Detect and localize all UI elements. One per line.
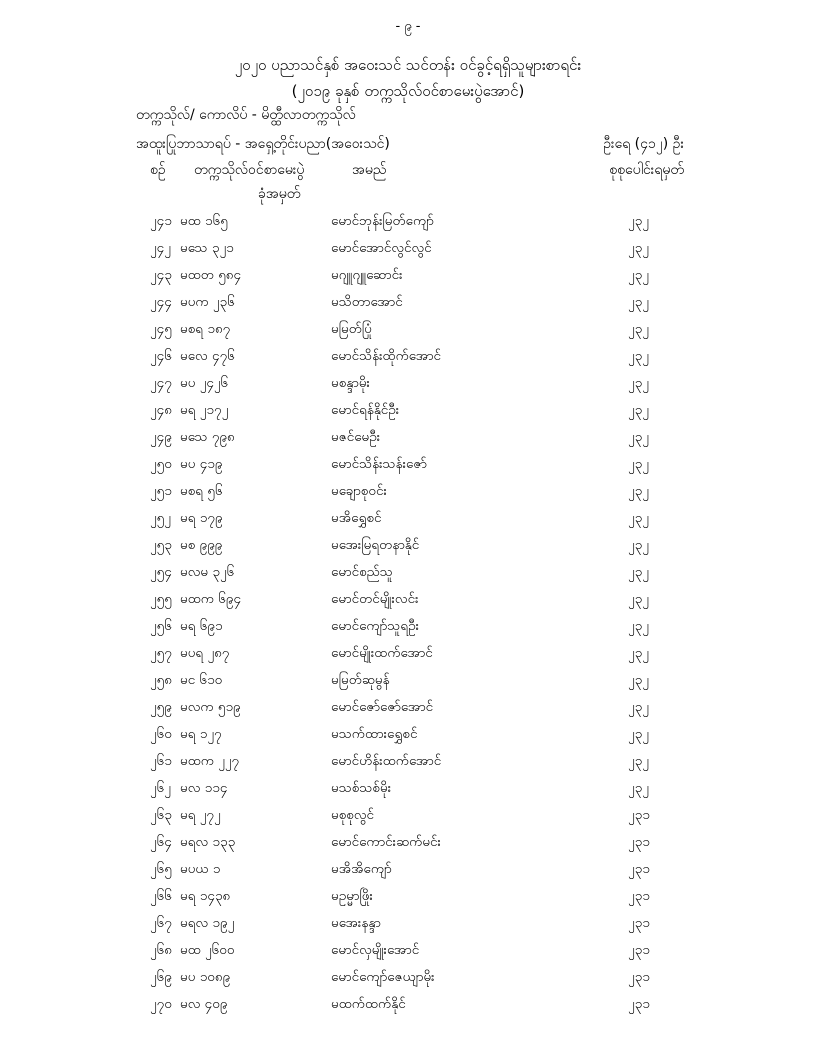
- row-name: မောင်ဟိန်းထက်အောင်: [331, 753, 442, 769]
- table-row: [0, 644, 816, 671]
- row-roll-number: မထ ၂၆၀၀: [180, 942, 235, 958]
- row-total-marks: ၂၃၂: [628, 348, 649, 364]
- row-seq: ၂၆၉: [150, 969, 172, 985]
- row-roll-number: မရ ၁၂၇: [180, 726, 222, 742]
- row-seq: ၂၅၇: [150, 645, 172, 661]
- row-name: မဂျူဂျူဆောင်း: [331, 267, 403, 283]
- row-roll-number: မစရ ၅၆: [180, 483, 223, 499]
- row-seq: ၂၄၅: [150, 321, 172, 337]
- row-name: မမြတ်ဆုမွန်: [331, 672, 390, 688]
- row-name: မောင်ဘုန်းမြတ်ကျော်: [331, 213, 434, 229]
- table-row: [0, 239, 816, 266]
- row-total-marks: ၂၃၁: [628, 861, 650, 877]
- row-seq: ၂၅၀: [150, 456, 172, 472]
- row-roll-number: မလမ ၃၂၆: [180, 564, 235, 580]
- row-seq: ၂၄၉: [150, 429, 172, 445]
- row-name: မချောစုဝင်း: [331, 483, 387, 499]
- row-roll-number: မပရ ၂၈၇: [180, 645, 230, 661]
- table-row: [0, 401, 816, 428]
- row-name: မသစ်သစ်မိုး: [331, 780, 392, 796]
- row-name: မောင်ကျော်သူရဦး: [331, 618, 420, 634]
- row-name: မအေးမြရတနာနိုင်: [331, 537, 420, 553]
- row-total-marks: ၂၃၂: [628, 294, 649, 310]
- table-row: [0, 509, 816, 536]
- table-row: [0, 590, 816, 617]
- row-seq: ၂၆၂: [150, 780, 171, 796]
- row-seq: ၂၆၇: [150, 915, 172, 931]
- row-total-marks: ၂၃၁: [628, 834, 650, 850]
- row-seq: ၂၆၅: [150, 861, 172, 877]
- row-name: မထက်ထက်နိုင်: [331, 996, 406, 1012]
- row-total-marks: ၂၃၂: [628, 618, 649, 634]
- row-total-marks: ၂၃၁: [628, 996, 650, 1012]
- header-total-marks: စုစုပေါင်းရမှတ်: [609, 162, 684, 178]
- header-seq: စဉ်: [150, 162, 166, 178]
- results-table: [0, 212, 816, 1022]
- document-title: ၂၀၂၀ ပညာသင်နှစ် အဝေးသင် သင်တန်း ဝင်ခွင့်ရရှိသူများစာရင်း: [234, 56, 582, 74]
- row-name: မဇင်မေဦး: [331, 429, 381, 445]
- table-row: [0, 671, 816, 698]
- row-name: မစုစုလွင်: [331, 807, 375, 823]
- table-row: [0, 320, 816, 347]
- table-row: [0, 833, 816, 860]
- row-seq: ၂၆၃: [150, 807, 172, 823]
- row-total-marks: ၂၃၂: [628, 213, 649, 229]
- table-row: [0, 698, 816, 725]
- row-name: မောင်ကျော်ဇေယျာမိုး: [331, 969, 435, 985]
- row-roll-number: မရလ ၁၃၃: [180, 834, 236, 850]
- row-name: မောင်သိန်းသန်းဇော်: [331, 456, 427, 472]
- table-row: [0, 455, 816, 482]
- row-name: မောင်တင်မျိုးလင်း: [331, 591, 419, 607]
- row-roll-number: မရ ၁၇၉: [180, 510, 223, 526]
- row-roll-number: မစရ ၁၈၇: [180, 321, 231, 337]
- table-row: [0, 293, 816, 320]
- row-seq: ၂၄၄: [150, 294, 172, 310]
- row-roll-number: မထက ၂၂၇: [180, 753, 240, 769]
- row-roll-number: မရ ၂၇၂: [180, 807, 221, 823]
- row-roll-number: မရ ၁၄၃၈: [180, 888, 231, 904]
- table-row: [0, 536, 816, 563]
- row-total-marks: ၂၃၂: [628, 483, 649, 499]
- row-total-marks: ၂၃၁: [628, 888, 650, 904]
- row-seq: ၂၄၇: [150, 375, 172, 391]
- table-row: [0, 374, 816, 401]
- document-subtitle: (၂၀၁၉ ခုနှစ် တက္ကသိုလ်ဝင်စာမေးပွဲအောင်): [291, 82, 525, 100]
- row-seq: ၂၅၂: [150, 510, 171, 526]
- row-total-marks: ၂၃၂: [628, 510, 649, 526]
- table-row: [0, 725, 816, 752]
- row-roll-number: မပ ၄၁၉: [180, 456, 223, 472]
- row-total-marks: ၂၃၂: [628, 672, 649, 688]
- table-row: [0, 806, 816, 833]
- row-roll-number: မပ ၁၀၈၉: [180, 969, 231, 985]
- row-seq: ၂၆၄: [150, 834, 172, 850]
- row-seq: ၂၅၁: [150, 483, 172, 499]
- row-roll-number: မသေ ၃၂၁: [180, 240, 234, 256]
- row-seq: ၂၅၄: [150, 564, 172, 580]
- row-total-marks: ၂၃၂: [628, 726, 649, 742]
- total-count: ဦးရေ (၄၁၂) ဦး: [603, 136, 684, 152]
- table-row: [0, 212, 816, 239]
- table-row: [0, 941, 816, 968]
- row-seq: ၂၅၉: [150, 699, 172, 715]
- table-row: [0, 752, 816, 779]
- row-name: မအေးနန္ဒာ: [331, 915, 381, 931]
- row-seq: ၂၄၈: [150, 402, 172, 418]
- row-seq: ၂၅၆: [150, 618, 172, 634]
- table-row: [0, 887, 816, 914]
- row-seq: ၂၇၀: [150, 996, 172, 1012]
- row-roll-number: မရလ ၁၉၂: [180, 915, 235, 931]
- row-roll-number: မထ ၁၆၅: [180, 213, 228, 229]
- header-roll-number-line2: ခုံအမှတ်: [258, 186, 301, 202]
- row-roll-number: မပယ ၁: [180, 861, 221, 877]
- row-name: မောင်မျိုးထက်အောင်: [331, 645, 433, 661]
- row-seq: ၂၆၈: [150, 942, 172, 958]
- row-roll-number: မလက ၅၁၉: [180, 699, 241, 715]
- row-total-marks: ၂၃၁: [628, 969, 650, 985]
- row-total-marks: ၂၃၂: [628, 267, 649, 283]
- row-seq: ၂၆၁: [150, 753, 172, 769]
- row-name: မောင်စည်သူ: [331, 564, 393, 580]
- table-row: [0, 563, 816, 590]
- row-total-marks: ၂၃၂: [628, 456, 649, 472]
- table-row: [0, 347, 816, 374]
- row-total-marks: ၂၃၁: [628, 942, 650, 958]
- row-roll-number: မလ ၄၀၉: [180, 996, 228, 1012]
- subject-line: အထူးပြုဘာသာရပ် - အရှေ့တိုင်းပညာ(အဝေးသင်): [136, 136, 390, 152]
- row-seq: ၂၅၃: [150, 537, 172, 553]
- table-row: [0, 617, 816, 644]
- row-total-marks: ၂၃၂: [628, 240, 649, 256]
- row-name: မဥမ္မာဖြိုး: [331, 888, 373, 904]
- row-total-marks: ၂၃၂: [628, 645, 649, 661]
- table-row: [0, 779, 816, 806]
- row-name: မောင်သိန်းထိုက်အောင်: [331, 348, 442, 364]
- row-name: မောင်အောင်လွင်လွင်: [331, 240, 432, 256]
- row-roll-number: မင ၆၁၀: [180, 672, 223, 688]
- row-roll-number: မထက ၆၉၄: [180, 591, 242, 607]
- table-row: [0, 482, 816, 509]
- row-roll-number: မရ ၆၉၁: [180, 618, 223, 634]
- table-row: [0, 266, 816, 293]
- row-roll-number: မလေ ၄၇၆: [180, 348, 235, 364]
- row-total-marks: ၂၃၂: [628, 321, 649, 337]
- header-roll-number: တက္ကသိုလ်ဝင်စာမေးပွဲ: [194, 162, 305, 178]
- row-seq: ၂၆၆: [150, 888, 172, 904]
- row-seq: ၂၅၅: [150, 591, 172, 607]
- row-seq: ၂၅၈: [150, 672, 172, 688]
- row-seq: ၂၆၀: [150, 726, 172, 742]
- row-total-marks: ၂၃၂: [628, 591, 649, 607]
- row-name: မစန္ဒာမိုး: [331, 375, 370, 391]
- row-total-marks: ၂၃၂: [628, 780, 649, 796]
- table-row: [0, 995, 816, 1022]
- row-name: မသက်ထားရွှေစင်: [331, 726, 418, 742]
- row-total-marks: ၂၃၂: [628, 429, 649, 445]
- row-roll-number: မရ ၂၁၇၂: [180, 402, 229, 418]
- row-total-marks: ၂၃၂: [628, 537, 649, 553]
- page-number: - ၉ -: [395, 19, 421, 34]
- row-name: မမြတ်ပြုံ: [331, 321, 372, 337]
- row-total-marks: ၂၃၂: [628, 699, 649, 715]
- row-total-marks: ၂၃၂: [628, 564, 649, 580]
- row-roll-number: မလ ၁၁၄: [180, 780, 228, 796]
- row-seq: ၂၄၁: [150, 213, 172, 229]
- row-roll-number: မပက ၂၃၆: [180, 294, 235, 310]
- row-name: မသိတာအောင်: [331, 294, 403, 310]
- row-total-marks: ၂၃၁: [628, 915, 650, 931]
- row-name: မောင်ကောင်းဆက်မင်း: [331, 834, 441, 850]
- row-roll-number: မပ ၂၄၂၆: [180, 375, 229, 391]
- row-total-marks: ၂၃၂: [628, 753, 649, 769]
- table-row: [0, 860, 816, 887]
- row-name: မအိအိကျော်: [331, 861, 392, 877]
- row-total-marks: ၂၃၁: [628, 807, 650, 823]
- row-seq: ၂၄၆: [150, 348, 172, 364]
- university-line: တက္ကသိုလ်/ ကောလိပ် - မိတ္ထီလာတက္ကသိုလ်: [136, 107, 356, 123]
- row-name: မအိရွှေစင်: [331, 510, 382, 526]
- row-seq: ၂၄၂: [150, 240, 171, 256]
- header-name: အမည်: [352, 162, 387, 178]
- row-name: မောင်ဇော်ဇော်အောင်: [331, 699, 434, 715]
- table-row: [0, 968, 816, 995]
- row-roll-number: မသေ ၇၉၈: [180, 429, 235, 445]
- row-total-marks: ၂၃၂: [628, 402, 649, 418]
- row-total-marks: ၂၃၂: [628, 375, 649, 391]
- row-roll-number: မထတ ၅၈၄: [180, 267, 242, 283]
- table-row: [0, 428, 816, 455]
- row-name: မောင်ရန်နိုင်ဦး: [331, 402, 400, 418]
- row-roll-number: မစ ၉၉၉: [180, 537, 223, 553]
- row-seq: ၂၄၃: [150, 267, 172, 283]
- table-row: [0, 914, 816, 941]
- row-name: မောင်လှမျိုးအောင်: [331, 942, 420, 958]
